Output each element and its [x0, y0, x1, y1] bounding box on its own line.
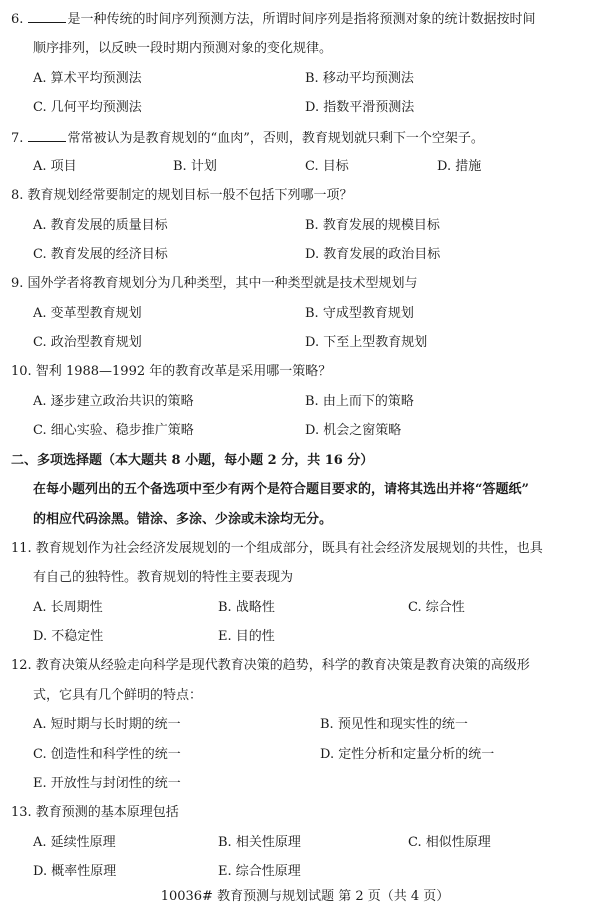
option-c: C. 政治型教育规划 — [33, 335, 142, 350]
question-12-line-1: 12. 教育决策从经验走向科学是现代教育决策的趋势，科学的教育决策是教育决策的高级形 — [11, 658, 530, 673]
section-heading: 二、多项选择题（本大题共 8 小题，每小题 2 分，共 16 分） — [11, 453, 374, 468]
option-d: D. 下至上型教育规划 — [305, 335, 428, 350]
option-c: C. 几何平均预测法 — [33, 100, 142, 115]
question-number: 7. — [11, 131, 24, 146]
question-number: 6. — [11, 12, 24, 27]
option-d: D. 教育发展的政治目标 — [305, 247, 441, 262]
option-b: B. 由上而下的策略 — [305, 394, 414, 409]
answer-blank — [28, 129, 66, 142]
option-a: A. 延续性原理 — [33, 835, 116, 850]
option-a: A. 项目 — [33, 159, 77, 174]
option-c: C. 教育发展的经济目标 — [33, 247, 168, 262]
section-instructions-line-1: 在每小题列出的五个备选项中至少有两个是符合题目要求的，请将其选出并将“答题纸” — [33, 482, 529, 497]
question-13-line-1: 13. 教育预测的基本原理包括 — [11, 805, 179, 820]
option-b: B. 相关性原理 — [218, 835, 301, 850]
option-d: D. 措施 — [437, 159, 482, 174]
question-6-line-2: 顺序排列，以反映一段时期内预测对象的变化规律。 — [33, 41, 333, 56]
option-e: E. 综合性原理 — [218, 864, 301, 879]
option-d: D. 定性分析和定量分析的统一 — [320, 747, 495, 762]
option-c: C. 创造性和科学性的统一 — [33, 747, 181, 762]
question-12-line-2: 式，它具有几个鲜明的特点： — [33, 688, 203, 703]
page-footer: 10036# 教育预测与规划试题 第 2 页（共 4 页） — [160, 889, 450, 904]
question-11-line-1: 11. 教育规划作为社会经济发展规划的一个组成部分，既具有社会经济发展规划的共性，也具 — [11, 541, 543, 556]
option-b: B. 教育发展的规模目标 — [305, 218, 440, 233]
option-a: A. 算术平均预测法 — [33, 71, 142, 86]
option-b: B. 移动平均预测法 — [305, 71, 414, 86]
question-text: 是一种传统的时间序列预测方法，所谓时间序列是指将预测对象的统计数据按时间 — [67, 12, 536, 27]
option-b: B. 战略性 — [218, 600, 275, 615]
option-e: E. 开放性与封闭性的统一 — [33, 776, 181, 791]
option-a: A. 逐步建立政治共识的策略 — [33, 394, 194, 409]
option-a: A. 长周期性 — [33, 600, 103, 615]
question-6-line-1 — [11, 10, 536, 29]
option-a: A. 短时期与长时期的统一 — [33, 717, 181, 732]
option-b: B. 预见性和现实性的统一 — [320, 717, 468, 732]
option-c: C. 综合性 — [408, 600, 465, 615]
option-b: B. 计划 — [173, 159, 217, 174]
option-d: D. 概率性原理 — [33, 864, 117, 879]
option-c: C. 细心实验、稳步推广策略 — [33, 423, 194, 438]
option-c: C. 目标 — [305, 159, 349, 174]
question-text: 常常被认为是教育规划的“血肉”，否则，教育规划就只剩下一个空架子。 — [67, 131, 484, 146]
question-11-line-2: 有自己的独特性。教育规划的特性主要表现为 — [33, 570, 294, 585]
question-7-line-1 — [11, 129, 484, 148]
option-d: D. 不稳定性 — [33, 629, 104, 644]
question-9-line-1: 9. 国外学者将教育规划分为几种类型，其中一种类型就是技术型规划与 — [11, 276, 418, 291]
option-c: C. 相似性原理 — [408, 835, 491, 850]
answer-blank — [28, 10, 66, 23]
option-a: A. 教育发展的质量目标 — [33, 218, 168, 233]
option-d: D. 机会之窗策略 — [305, 423, 402, 438]
option-e: E. 目的性 — [218, 629, 275, 644]
question-10-line-1: 10. 智利 1988—1992 年的教育改革是采用哪一策略？ — [11, 364, 332, 379]
question-8-line-1: 8. 教育规划经常要制定的规划目标一般不包括下列哪一项？ — [11, 188, 353, 203]
option-d: D. 指数平滑预测法 — [305, 100, 415, 115]
section-instructions-line-2: 的相应代码涂黑。错涂、多涂、少涂或未涂均无分。 — [33, 512, 333, 527]
option-a: A. 变革型教育规划 — [33, 306, 142, 321]
option-b: B. 守成型教育规划 — [305, 306, 414, 321]
